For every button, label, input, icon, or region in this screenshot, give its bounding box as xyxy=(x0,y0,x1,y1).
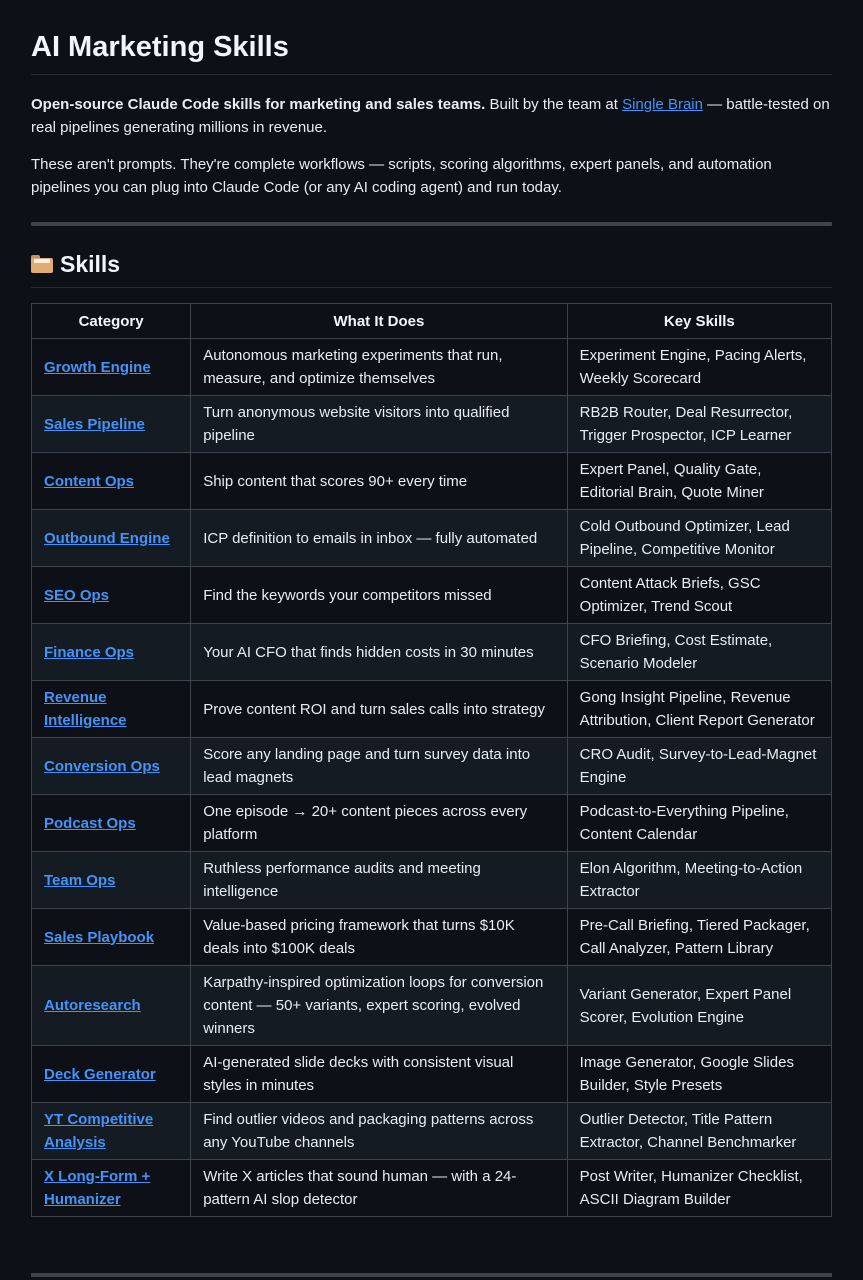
key-skills-cell: Image Generator, Google Slides Builder, Style Presets xyxy=(567,1046,831,1103)
category-cell xyxy=(32,510,191,567)
category-link[interactable]: Conversion Ops xyxy=(44,757,160,775)
what-it-does-cell: Score any landing page and turn survey data into lead magnets xyxy=(191,738,567,795)
category-link[interactable]: Team Ops xyxy=(44,871,116,889)
table-row xyxy=(32,966,832,1046)
what-it-does-cell: ICP definition to emails in inbox — fully automated xyxy=(191,510,567,567)
key-skills-cell: Expert Panel, Quality Gate, Editorial Brain, Quote Miner xyxy=(567,453,831,510)
category-cell xyxy=(32,339,191,396)
table-header-row xyxy=(32,304,832,339)
table-row xyxy=(32,681,832,738)
what-it-does-cell: Find outlier videos and packaging patterns across any YouTube channels xyxy=(191,1103,567,1160)
intro-bold-text: Open-source Claude Code skills for marketing and sales teams. xyxy=(31,96,486,113)
readme-content xyxy=(31,0,832,1217)
category-cell xyxy=(32,396,191,453)
category-cell xyxy=(32,453,191,510)
category-link[interactable]: Growth Engine xyxy=(44,358,151,376)
key-skills-cell: Outlier Detector, Title Pattern Extractor, Channel Benchmarker xyxy=(567,1103,831,1160)
table-row xyxy=(32,453,832,510)
key-skills-cell: Elon Algorithm, Meeting-to-Action Extractor xyxy=(567,852,831,909)
what-it-does-cell: AI-generated slide decks with consistent visual styles in minutes xyxy=(191,1046,567,1103)
what-it-does-cell: Value-based pricing framework that turns $10K deals into $100K deals xyxy=(191,909,567,966)
intro-paragraph xyxy=(31,93,832,139)
table-row xyxy=(32,738,832,795)
category-cell xyxy=(32,681,191,738)
what-it-does-cell: Your AI CFO that finds hidden costs in 30 minutes xyxy=(191,624,567,681)
table-row xyxy=(32,1160,832,1217)
key-skills-cell: Experiment Engine, Pacing Alerts, Weekly Scorecard xyxy=(567,339,831,396)
table-row xyxy=(32,795,832,852)
key-skills-cell: Cold Outbound Optimizer, Lead Pipeline, Competitive Monitor xyxy=(567,510,831,567)
what-it-does-cell: Ruthless performance audits and meeting intelligence xyxy=(191,852,567,909)
what-it-does-cell: Autonomous marketing experiments that run, measure, and optimize themselves xyxy=(191,339,567,396)
category-link[interactable]: Content Ops xyxy=(44,472,134,490)
what-it-does-cell: Karpathy-inspired optimization loops for conversion content — 50+ variants, expert scoring, evolved winners xyxy=(191,966,567,1046)
category-link[interactable]: Sales Pipeline xyxy=(44,415,145,433)
page-title: AI Marketing Skills xyxy=(31,0,832,75)
key-skills-cell: CFO Briefing, Cost Estimate, Scenario Modeler xyxy=(567,624,831,681)
section-divider xyxy=(31,222,832,226)
column-header-key-skills: Key Skills xyxy=(567,304,831,339)
key-skills-cell: Podcast-to-Everything Pipeline, Content Calendar xyxy=(567,795,831,852)
category-link[interactable]: Outbound Engine xyxy=(44,529,170,547)
key-skills-cell: Variant Generator, Expert Panel Scorer, Evolution Engine xyxy=(567,966,831,1046)
table-row xyxy=(32,852,832,909)
category-cell xyxy=(32,1103,191,1160)
table-row xyxy=(32,1046,832,1103)
intro-paragraph-2: These aren't prompts. They're complete workflows — scripts, scoring algorithms, expert panels, and automation pipelines you can plug into Claude Code (or any AI coding agent) and run today. xyxy=(31,156,772,196)
skills-heading xyxy=(31,249,832,288)
key-skills-cell: Post Writer, Humanizer Checklist, ASCII Diagram Builder xyxy=(567,1160,831,1217)
skills-table xyxy=(31,303,832,1217)
category-cell xyxy=(32,852,191,909)
what-it-does-cell: Find the keywords your competitors missed xyxy=(191,567,567,624)
category-link[interactable]: YT Competitive Analysis xyxy=(44,1111,154,1151)
what-it-does-cell: Ship content that scores 90+ every time xyxy=(191,453,567,510)
table-row xyxy=(32,624,832,681)
column-header-category: Category xyxy=(32,304,191,339)
single-brain-link[interactable]: Single Brain xyxy=(622,96,703,113)
intro-post-link-text: — battle-tested on real pipelines generating millions in revenue. xyxy=(31,96,830,136)
category-cell xyxy=(32,1046,191,1103)
folder-icon xyxy=(31,255,53,273)
category-link[interactable]: SEO Ops xyxy=(44,586,110,604)
category-cell xyxy=(32,738,191,795)
what-it-does-cell: One episode → 20+ content pieces across every platform xyxy=(191,795,567,852)
what-it-does-cell: Prove content ROI and turn sales calls into strategy xyxy=(191,681,567,738)
column-header-what-it-does: What It Does xyxy=(191,304,567,339)
table-row xyxy=(32,510,832,567)
key-skills-cell: Gong Insight Pipeline, Revenue Attribution, Client Report Generator xyxy=(567,681,831,738)
key-skills-cell: RB2B Router, Deal Resurrector, Trigger Prospector, ICP Learner xyxy=(567,396,831,453)
bottom-divider xyxy=(31,1273,832,1277)
table-row xyxy=(32,909,832,966)
category-cell xyxy=(32,1160,191,1217)
table-row xyxy=(32,396,832,453)
table-row xyxy=(32,1103,832,1160)
category-link[interactable]: Deck Generator xyxy=(44,1065,156,1083)
key-skills-cell: Pre-Call Briefing, Tiered Packager, Call Analyzer, Pattern Library xyxy=(567,909,831,966)
category-cell xyxy=(32,966,191,1046)
category-cell xyxy=(32,624,191,681)
category-cell xyxy=(32,795,191,852)
key-skills-cell: CRO Audit, Survey-to-Lead-Magnet Engine xyxy=(567,738,831,795)
category-link[interactable]: X Long-Form + Humanizer xyxy=(44,1168,151,1208)
table-row xyxy=(32,339,832,396)
category-cell xyxy=(32,567,191,624)
category-link[interactable]: Autoresearch xyxy=(44,997,141,1014)
table-row xyxy=(32,567,832,624)
what-it-does-cell: Write X articles that sound human — with a 24-pattern AI slop detector xyxy=(191,1160,567,1217)
key-skills-cell: Content Attack Briefs, GSC Optimizer, Trend Scout xyxy=(567,567,831,624)
category-link[interactable]: Finance Ops xyxy=(44,643,135,661)
intro-pre-link-text: Built by the team at xyxy=(485,96,623,113)
category-link[interactable]: Sales Playbook xyxy=(44,928,155,946)
category-link[interactable]: Revenue Intelligence xyxy=(44,689,127,729)
what-it-does-cell: Turn anonymous website visitors into qualified pipeline xyxy=(191,396,567,453)
category-link[interactable]: Podcast Ops xyxy=(44,814,136,832)
category-cell xyxy=(32,909,191,966)
skills-heading-text: Skills xyxy=(60,251,121,277)
